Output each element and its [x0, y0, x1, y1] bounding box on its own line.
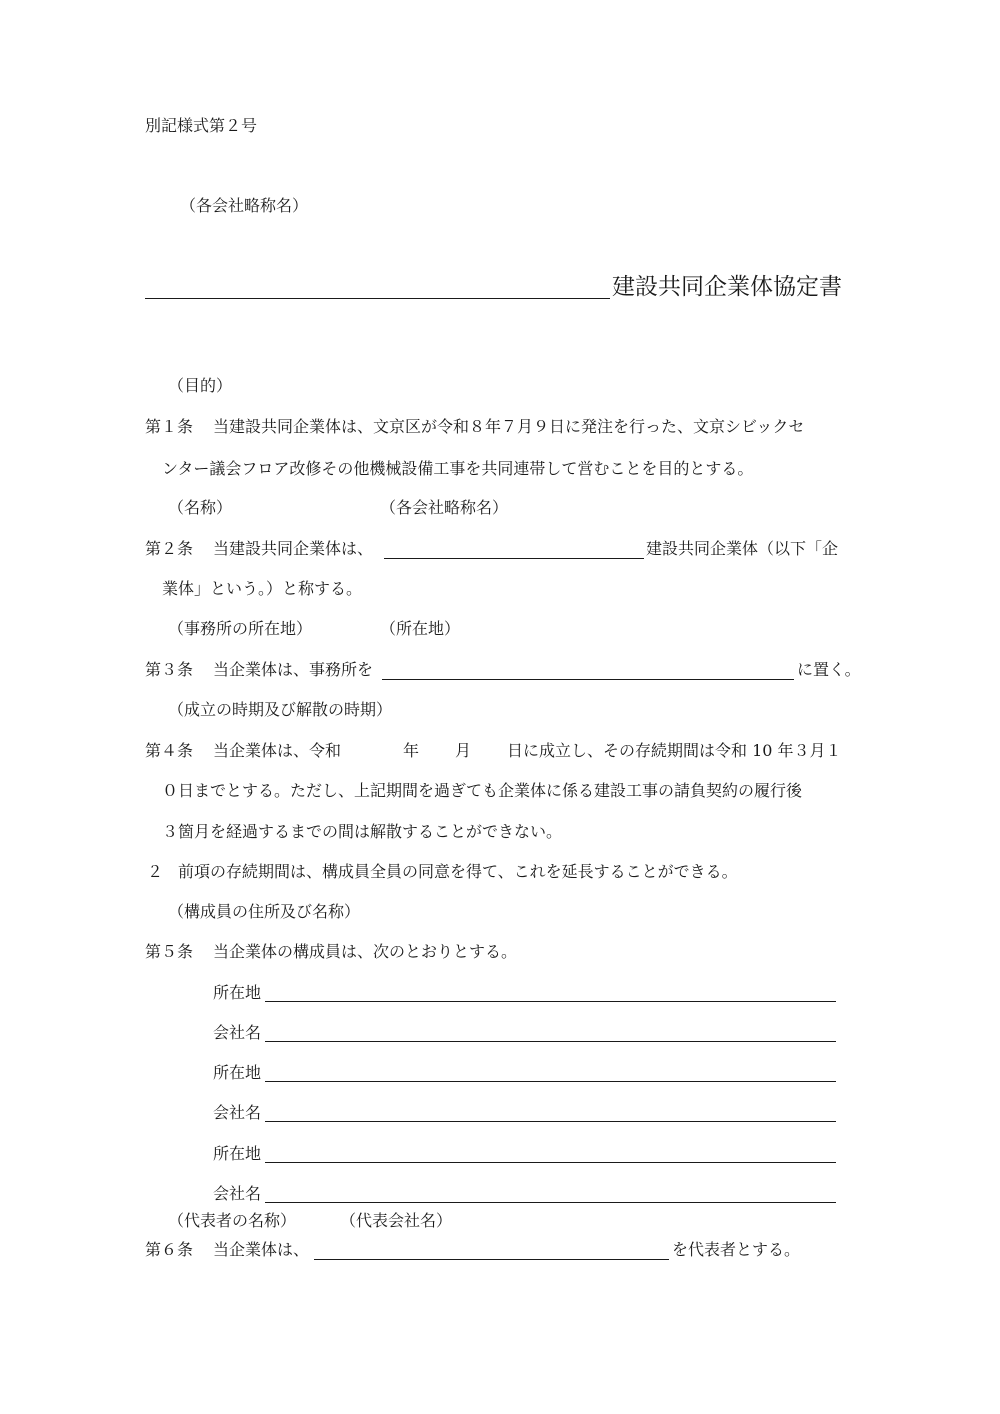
article2-number: 第２条 — [145, 539, 194, 558]
article2-text-before: 当建設共同企業体は、 — [213, 539, 374, 558]
article3-number: 第３条 — [145, 660, 194, 679]
article4-para2-number: ２ — [147, 862, 164, 881]
article4-line1b: 日に成立し、その存続期間は令和 10 年３月１ — [507, 741, 842, 760]
member-address-blank — [265, 1001, 836, 1002]
article5-number: 第５条 — [145, 942, 194, 961]
article1-line2: ンター議会フロア改修その他機械設備工事を共同連帯して営むことを目的とする。 — [162, 459, 754, 478]
article5-text: 当企業体の構成員は、次のとおりとする。 — [213, 942, 518, 961]
page-title: 建設共同企業体協定書 — [612, 274, 842, 300]
article3-text-before: 当企業体は、事務所を — [213, 660, 374, 679]
article6-number: 第６条 — [145, 1240, 194, 1259]
article3-heading: （事務所の所在地） — [168, 619, 313, 638]
article4-line3: ３箇月を経過するまでの間は解散することができない。 — [162, 822, 563, 841]
article5-heading: （構成員の住所及び名称） — [168, 902, 361, 921]
member-address-blank — [265, 1081, 836, 1082]
article4-month: 月 — [455, 741, 472, 760]
article4-line2: ０日までとする。ただし、上記期間を過ぎても企業体に係る建設工事の請負契約の履行後 — [162, 781, 803, 800]
article3-text-after: に置く。 — [797, 660, 861, 679]
article3-address-blank — [382, 679, 794, 680]
article4-heading: （成立の時期及び解散の時期） — [168, 700, 393, 719]
member-company-label: 会社名 — [213, 1103, 262, 1122]
member-address-label: 所在地 — [213, 983, 262, 1002]
article6-text-after: を代表者とする。 — [672, 1240, 801, 1259]
article4-line1a: 当企業体は、令和 — [213, 741, 342, 760]
article1-heading: （目的） — [168, 376, 233, 395]
article6-text-before: 当企業体は、 — [213, 1240, 310, 1259]
article3-note: （所在地） — [380, 619, 461, 638]
article1-number: 第１条 — [145, 417, 194, 436]
article1-line1: 当建設共同企業体は、文京区が令和８年７月９日に発注を行った、文京シビックセ — [213, 417, 805, 436]
company-abbr-note: （各会社略称名） — [180, 196, 309, 215]
article4-year: 年 — [403, 741, 420, 760]
member-company-blank — [265, 1202, 836, 1203]
member-address-label: 所在地 — [213, 1144, 262, 1163]
article4-para2: 前項の存続期間は、構成員全員の同意を得て、これを延長することができる。 — [178, 862, 738, 881]
title-blank-line — [145, 298, 610, 299]
member-address-blank — [265, 1162, 836, 1163]
article6-note: （代表会社名） — [340, 1211, 453, 1230]
member-company-label: 会社名 — [213, 1023, 262, 1042]
member-company-label: 会社名 — [213, 1184, 262, 1203]
member-address-label: 所在地 — [213, 1063, 262, 1082]
article2-text-after: 建設共同企業体（以下「企 — [646, 539, 839, 558]
article4-number: 第４条 — [145, 741, 194, 760]
article2-note: （各会社略称名） — [380, 498, 509, 517]
form-label: 別記様式第２号 — [145, 116, 258, 135]
article6-representative-blank — [314, 1259, 669, 1260]
article6-heading: （代表者の名称） — [168, 1211, 297, 1230]
member-company-blank — [265, 1041, 836, 1042]
article2-line2: 業体」という。）と称する。 — [162, 579, 363, 598]
article2-name-blank — [384, 558, 644, 559]
article2-heading: （名称） — [168, 498, 233, 517]
member-company-blank — [265, 1121, 836, 1122]
